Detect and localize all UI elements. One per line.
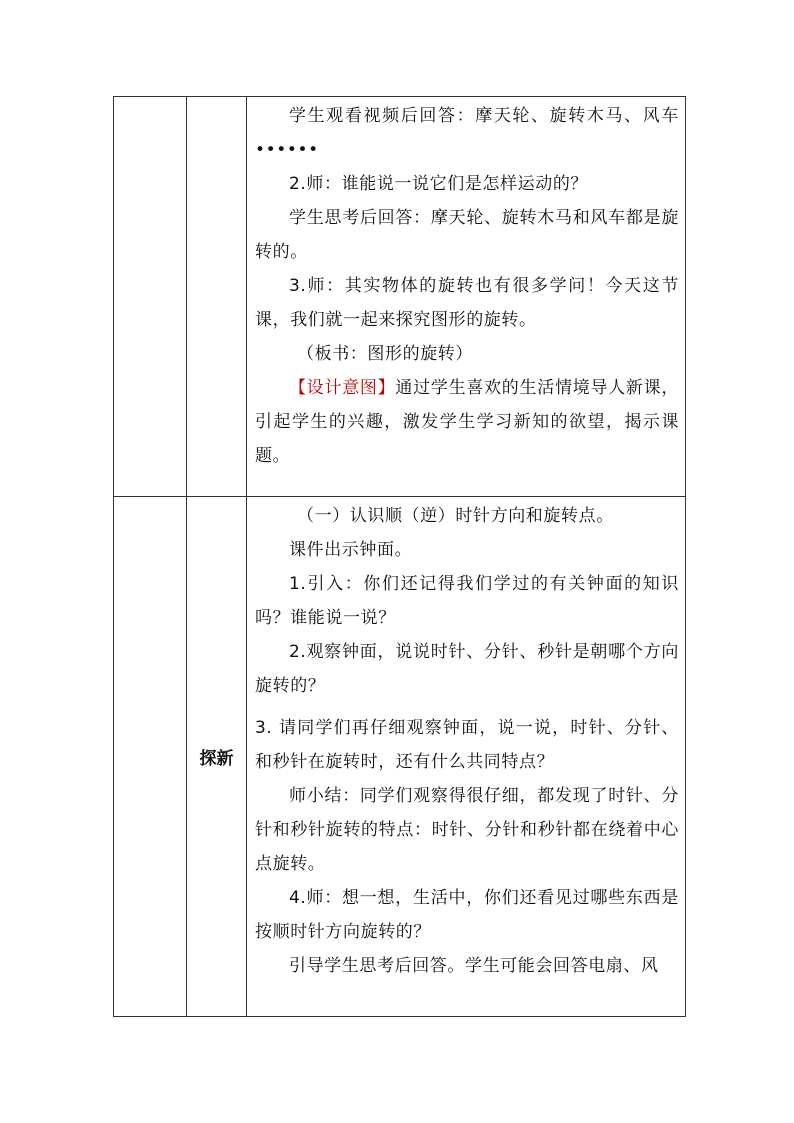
paragraph: 1.引入：你们还记得我们学过的有关钟面的知识吗？谁能说一说？ — [255, 574, 679, 628]
table-row — [114, 97, 686, 497]
paragraph: 2.师：谁能说一说它们是怎样运动的？ — [289, 174, 589, 194]
content-cell — [247, 497, 686, 1017]
table-row — [114, 497, 686, 1017]
paragraph: （板书：图形的旋转） — [297, 344, 473, 364]
paragraph: 3. 请同学们再仔细观察钟面，说一说，时针、分针、和秒针在旋转时，还有什么共同特点？ — [255, 718, 679, 772]
paragraph: 课件出示钟面。 — [289, 540, 413, 560]
stage-cell — [114, 97, 187, 497]
paragraph: 引导学生思考后回答。学生可能会回答电扇、风 — [289, 956, 659, 976]
design-intent-tag: 【设计意图】 — [289, 378, 396, 398]
paragraph: 学生思考后回答：摩天轮、旋转木马和风车都是旋转的。 — [255, 208, 679, 262]
section-label-cell — [187, 97, 247, 497]
paragraph: 3.师：其实物体的旋转也有很多学问！今天这节课，我们就一起来探究图形的旋转。 — [255, 276, 679, 330]
design-intent-paragraph — [255, 371, 679, 473]
lesson-plan-table — [113, 96, 686, 1017]
paragraph: 2.观察钟面，说说时针、分针、秒针是朝哪个方向旋转的？ — [255, 642, 679, 696]
section-label-cell: 探新 — [187, 497, 247, 1017]
content-cell — [247, 97, 686, 497]
paragraph: 师小结：同学们观察得很仔细，都发现了时针、分针和秒针旋转的特点：时针、分针和秒针都在绕着中心点旋转。 — [255, 786, 679, 874]
paragraph: （一）认识顺（逆）时针方向和旋转点。 — [297, 506, 614, 526]
design-intent-text: 通过学生喜欢的生活情境导人新课，引起学生的兴趣，激发学生学习新知的欲望，揭示课题。 — [255, 378, 679, 466]
paragraph: 学生观看视频后回答：摩天轮、旋转木马、风车•••••• — [255, 106, 679, 160]
paragraph: 4.师：想一想，生活中，你们还看见过哪些东西是按顺时针方向旋转的？ — [255, 888, 679, 942]
stage-cell — [114, 497, 187, 1017]
